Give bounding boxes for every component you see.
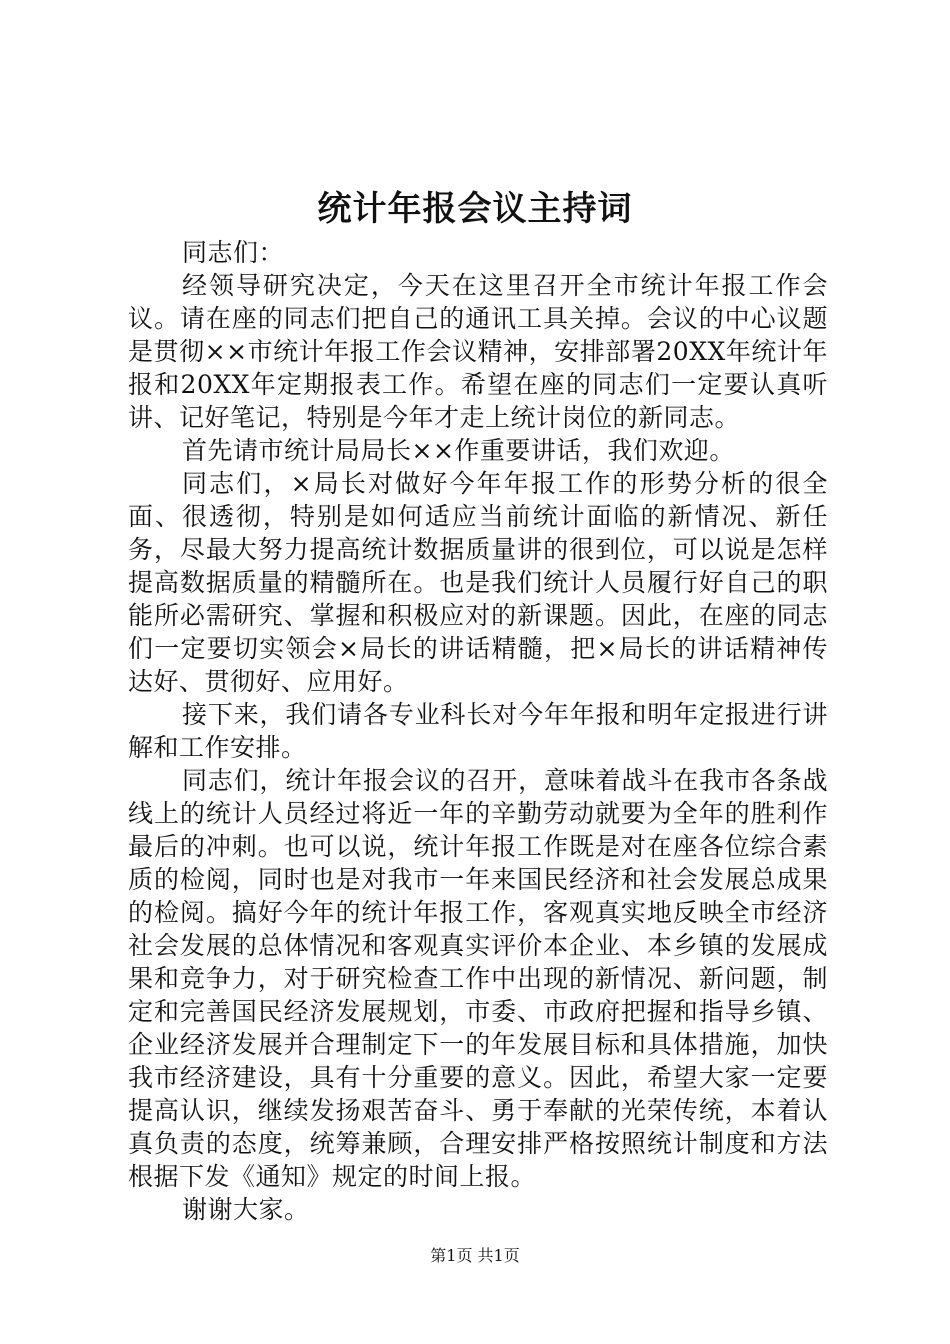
paragraph-greeting: 同志们： [182, 238, 285, 267]
paragraph-speech-summary: 同志们，×局长对做好今年年报工作的形势分析的很全面、很透彻，特别是如何适应当前统计面临的新情况、新任务，尽最大努力提高统计数据质量讲的很到位，可以说是怎样提高数据质量的精髓所在。也是我们统计人员履行好自己的职能所必需研究、掌握和积极应对的新课题。因此，在座的同志们一定要切实领会×局长的讲话精髓，把×局长的讲话精神传达好、贯彻好、应用好。 [128, 469, 828, 696]
paragraph-opening: 经领导研究决定，今天在这里召开全市统计年报工作会议。请在座的同志们把自己的通讯工具关掉。会议的中心议题是贯彻××市统计年报工作会议精神，安排部署20XX年统计年报和20XX年定期报表工作。希望在座的同志们一定要认真听讲、记好笔记，特别是今年才走上统计岗位的新同志。 [128, 271, 828, 432]
page-number-footer: 第1页 共1页 [430, 1246, 520, 1265]
paragraph-next-agenda: 接下来，我们请各专业科长对今年年报和明年定报进行讲解和工作安排。 [128, 700, 828, 762]
document-title: 统计年报会议主持词 [317, 189, 633, 229]
document-body [128, 236, 828, 1226]
paragraph-thanks: 谢谢大家。 [182, 1195, 310, 1224]
paragraph-welcome-speaker: 首先请市统计局局长××作重要讲话，我们欢迎。 [182, 436, 735, 465]
paragraph-closing-remarks: 同志们，统计年报会议的召开，意味着战斗在我市各条战线上的统计人员经过将近一年的辛勤劳动就要为全年的胜利作最后的冲刺。也可以说，统计年报工作既是对在座各位综合素质的检阅，同时也是对我市一年来国民经济和社会发展总成果的检阅。搞好今年的统计年报工作，客观真实地反映全市经济社会发展的总体情况和客观真实评价本企业、本乡镇的发展成果和竞争力，对于研究检查工作中出现的新情况、新问题，制定和完善国民经济发展规划，市委、市政府把握和指导乡镇、企业经济发展并合理制定下一的年发展目标和具体措施，加快我市经济建设，具有十分重要的意义。因此，希望大家一定要提高认识，继续发扬艰苦奋斗、勇于奉献的光荣传统，本着认真负责的态度，统筹兼顾，合理安排严格按照统计制度和方法根据下发《通知》规定的时间上报。 [128, 766, 828, 1191]
